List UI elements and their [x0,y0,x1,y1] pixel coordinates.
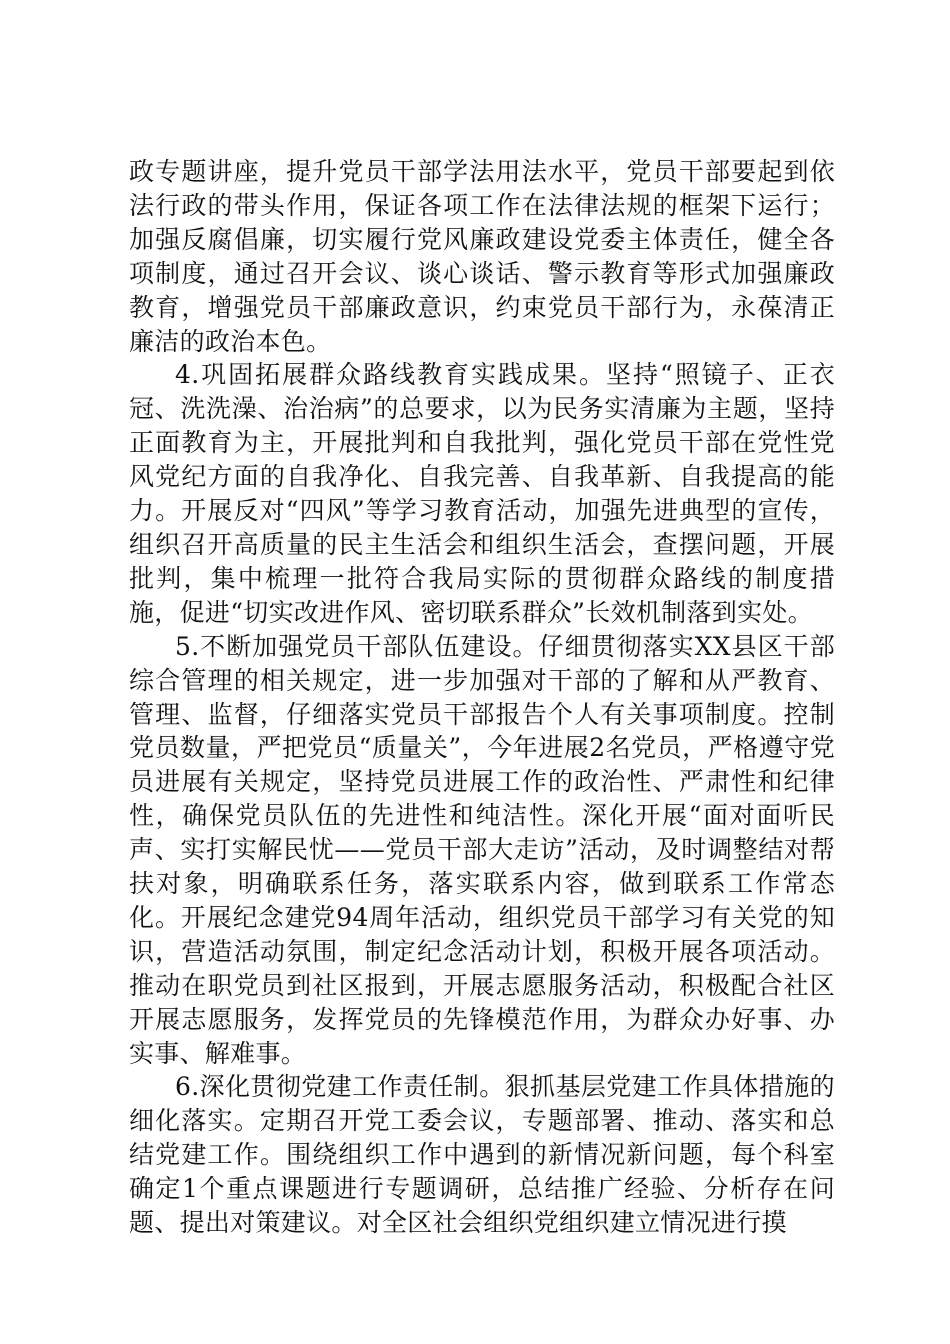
paragraph-continued: 政专题讲座，提升党员干部学法用法水平，党员干部要起到依法行政的带头作用，保证各项工作在法律法规的框架下运行；加强反腐倡廉，切实履行党风廉政建设党委主体责任，健全各项制度，通过召开会议、谈心谈话、警示教育等形式加强廉政教育，增强党员干部廉政意识，约束党员干部行为，永葆清正廉洁的政治本色。 [129,157,835,356]
paragraph-item-4: 4.巩固拓展群众路线教育实践成果。坚持“照镜子、正衣冠、洗洗澡、治治病”的总要求，以为民务实清廉为主题，坚持正面教育为主，开展批判和自我批判，强化党员干部在党性党风党纪方面的自我净化、自我完善、自我革新、自我提高的能力。开展反对“四风”等学习教育活动，加强先进典型的宣传，组织召开高质量的民主生活会和组织生活会，查摆问题，开展批判，集中梳理一批符合我局实际的贯彻群众路线的制度措施，促进“切实改进作风、密切联系群众”长效机制落到实处。 [129,360,835,627]
paragraph-item-6: 6.深化贯彻党建工作责任制。狠抓基层党建工作具体措施的细化落实。定期召开党工委会议，专题部署、推动、落实和总结党建工作。围绕组织工作中遇到的新情况新问题，每个科室确定1个重点课题进行专题调研，总结推广经验、分析存在问题、提出对策建议。对全区社会组织党组织建立情况进行摸 [129,1072,835,1238]
document-body [129,155,835,1240]
paragraph-item-5: 5.不断加强党员干部队伍建设。仔细贯彻落实XX县区干部综合管理的相关规定，进一步加强对干部的了解和从严教育、管理、监督，仔细落实党员干部报告个人有关事项制度。控制党员数量，严把党员“质量关”，今年进展2名党员，严格遵守党员进展有关规定，坚持党员进展工作的政治性、严肃性和纪律性，确保党员队伍的先进性和纯洁性。深化开展“面对面听民声、实打实解民忧——党员干部大走访”活动，及时调整结对帮扶对象，明确联系任务，落实联系内容，做到联系工作常态化。开展纪念建党94周年活动，组织党员干部学习有关党的知识，营造活动氛围，制定纪念活动计划，积极开展各项活动。推动在职党员到社区报到，开展志愿服务活动，积极配合社区开展志愿服务，发挥党员的先锋模范作用，为群众办好事、办实事、解难事。 [129,631,835,1068]
